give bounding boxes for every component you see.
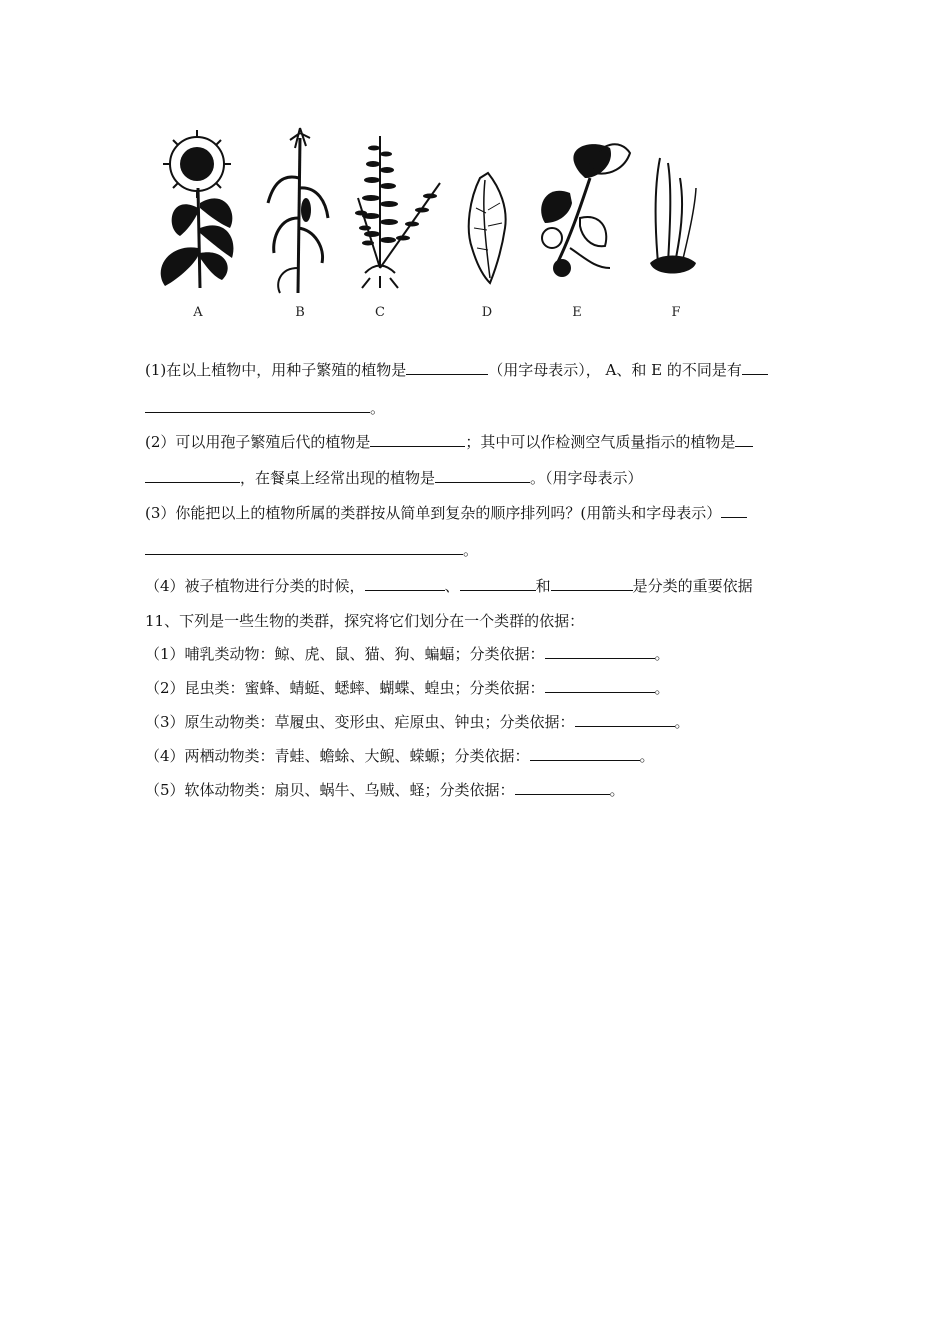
plant-c-fern <box>355 136 440 288</box>
q3-blank-order-start[interactable] <box>721 503 747 518</box>
q11-item-2 <box>145 678 670 698</box>
q11-item-2-blank[interactable] <box>545 678 655 693</box>
q4-text-2: 是分类的重要依据 <box>632 577 753 595</box>
plant-label-d: D <box>481 305 493 320</box>
plant-f-moss <box>650 158 696 274</box>
q3-text: (3）你能把以上的植物所属的类群按从简单到复杂的顺序排列吗？(用箭头和字母表示） <box>145 504 722 522</box>
q11-item-5-end: 。 <box>609 781 625 799</box>
q1-end: 。 <box>370 399 386 417</box>
q11-item-3-end: 。 <box>674 713 690 731</box>
plant-label-e: E <box>572 305 582 320</box>
q4-sep-1: 、 <box>444 577 460 595</box>
q11-title: 11、下列是一些生物的类群，探究将它们划分在一个类群的依据： <box>145 612 585 630</box>
q4-text: （4）被子植物进行分类的时候， <box>145 577 365 595</box>
q4-blank-1[interactable] <box>365 576 445 591</box>
q3-line2 <box>145 540 478 560</box>
q11-item-4-blank[interactable] <box>530 746 640 761</box>
plant-a-sunflower <box>161 130 234 288</box>
q11-item-3 <box>145 712 690 732</box>
q4-blank-3[interactable] <box>551 576 633 591</box>
plant-e-ginkgo <box>541 144 630 277</box>
q4-line <box>145 576 753 596</box>
q11-item-1-blank[interactable] <box>545 644 655 659</box>
q1-line2 <box>145 398 385 418</box>
q4-sep-2: 和 <box>535 577 551 595</box>
q11-item-3-text: （3）原生动物类：草履虫、变形虫、疟原虫、钟虫；分类依据： <box>145 713 575 731</box>
q11-item-1 <box>145 644 670 664</box>
q1-blank-difference[interactable] <box>145 398 370 413</box>
plant-label-b: B <box>295 305 305 320</box>
plants-figure <box>140 118 730 328</box>
q2-line1 <box>145 432 753 452</box>
q4-blank-2[interactable] <box>460 576 536 591</box>
plant-label-a: A <box>193 305 203 320</box>
q11-item-4 <box>145 746 655 766</box>
q11-item-4-end: 。 <box>639 747 655 765</box>
plant-b-corn <box>268 128 328 293</box>
q2-text: (2）可以用孢子繁殖后代的植物是 <box>145 433 371 451</box>
q11-item-4-text: （4）两栖动物类：青蛙、蟾蜍、大鲵、蝾螈；分类依据： <box>145 747 530 765</box>
q1-blank-difference-start[interactable] <box>742 360 768 375</box>
plants-illustration <box>140 118 730 328</box>
q1-text: (1)在以上植物中，用种子繁殖的植物是 <box>145 361 407 379</box>
q11-item-2-end: 。 <box>654 679 670 697</box>
q11-item-1-text: （1）哺乳类动物：鲸、虎、鼠、猫、狗、蝙蝠；分类依据： <box>145 645 545 663</box>
q11-item-5 <box>145 780 625 800</box>
q2-blank-indicator[interactable] <box>145 468 240 483</box>
q2-text-2: ；其中可以作检测空气质量指示的植物是 <box>465 433 736 451</box>
q11-item-5-text: （5）软体动物类：扇贝、蜗牛、乌贼、蛏；分类依据： <box>145 781 515 799</box>
plant-d-algae <box>469 173 506 283</box>
q11-item-2-text: （2）昆虫类：蜜蜂、蜻蜓、蟋蟀、蝴蝶、蝗虫；分类依据： <box>145 679 545 697</box>
plant-label-c: C <box>375 305 385 320</box>
q2-line2 <box>145 468 643 488</box>
q2-blank-indicator-start[interactable] <box>735 432 753 447</box>
q2-text-4: 。（用字母表示） <box>530 469 643 487</box>
q1-blank-seed-plants[interactable] <box>406 360 488 375</box>
plant-label-f: F <box>671 305 681 320</box>
q11-item-3-blank[interactable] <box>575 712 675 727</box>
q2-blank-spore-plants[interactable] <box>370 432 465 447</box>
q3-blank-order[interactable] <box>145 540 463 555</box>
q11-item-1-end: 。 <box>654 645 670 663</box>
q2-blank-table-plants[interactable] <box>435 468 530 483</box>
q1-line1 <box>145 360 768 380</box>
q3-line1 <box>145 503 747 523</box>
q11-item-5-blank[interactable] <box>515 780 610 795</box>
q3-end: 。 <box>463 541 479 559</box>
q1-text-2: （用字母表示）， A、和 E 的不同是有 <box>488 361 742 379</box>
q2-text-3: ，在餐桌上经常出现的植物是 <box>240 469 436 487</box>
